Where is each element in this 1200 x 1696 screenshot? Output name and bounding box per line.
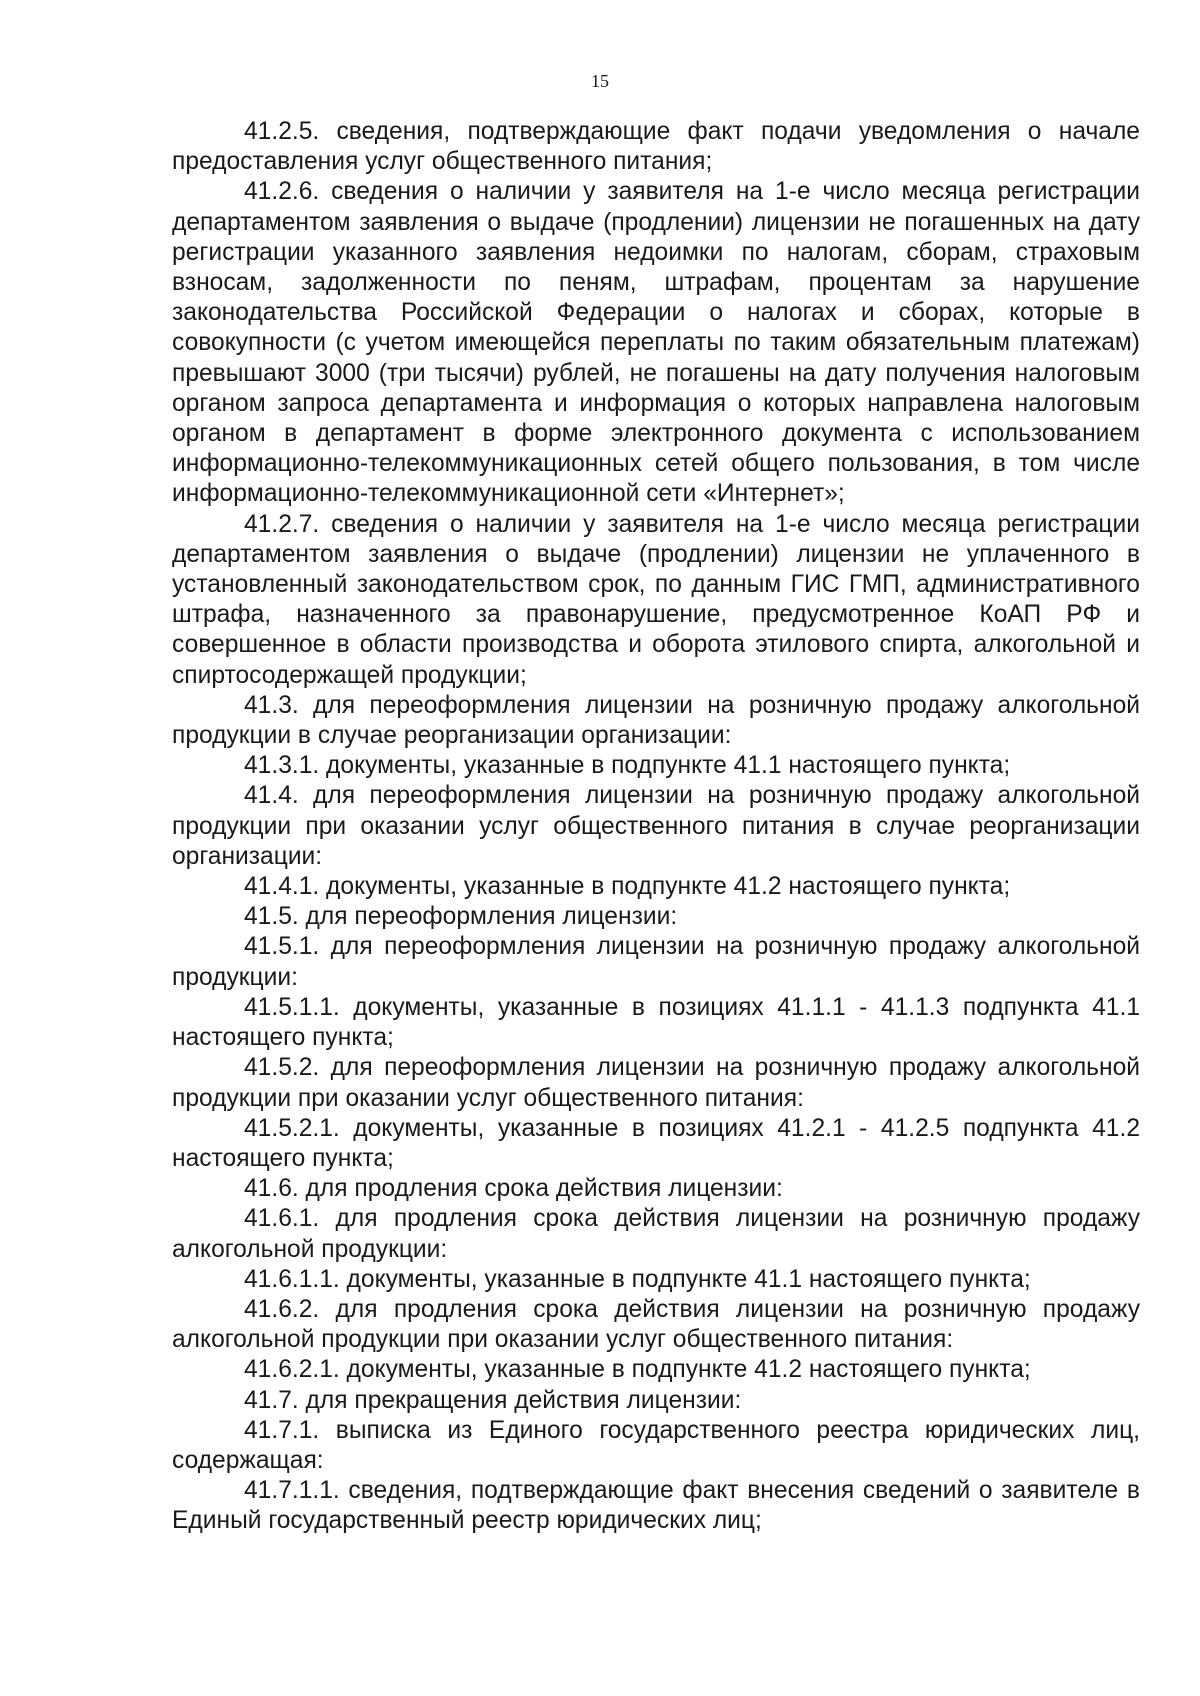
paragraph-41-4-1: 41.4.1. документы, указанные в подпункте 41.2 настоящего пункта;: [244, 873, 1011, 901]
paragraph-41-5-1: 41.5.1. для переоформления лицензии на розничную продажу алкогольной продукции:: [172, 933, 1140, 991]
paragraph-41-7-1-1: 41.7.1.1. сведения, подтверждающие факт внесения сведений о заявителе в Единый государственный реестр юридических лиц;: [172, 1477, 1140, 1535]
paragraph-41-5: 41.5. для переоформления лицензии:: [244, 903, 678, 931]
paragraph-41-6-2-1: 41.6.2.1. документы, указанные в подпункте 41.2 настоящего пункта;: [244, 1356, 1031, 1384]
paragraph-41-3-1: 41.3.1. документы, указанные в подпункте 41.1 настоящего пункта;: [244, 752, 1011, 780]
paragraph-41-5-2-1: 41.5.2.1. документы, указанные в позициях 41.2.1 - 41.2.5 подпункта 41.2 настоящего пункта;: [172, 1114, 1140, 1172]
paragraph-41-4: 41.4. для переоформления лицензии на розничную продажу алкогольной продукции при оказании услуг общественного питания в случае реорганизации организации:: [172, 782, 1140, 870]
paragraph-41-3: 41.3. для переоформления лицензии на розничную продажу алкогольной продукции в случае реорганизации организации:: [172, 691, 1140, 750]
paragraph-41-6: 41.6. для продления срока действия лицензии:: [244, 1175, 783, 1203]
paragraph-41-5-1-1: 41.5.1.1. документы, указанные в позициях 41.1.1 - 41.1.3 подпункта 41.1 настоящего пункта;: [172, 993, 1140, 1052]
paragraph-41-7: 41.7. для прекращения действия лицензии:: [244, 1386, 742, 1414]
paragraph-41-5-2: 41.5.2. для переоформления лицензии на розничную продажу алкогольной продукции при оказании услуг общественного питания:: [172, 1054, 1140, 1112]
paragraph-41-2-7: 41.2.7. сведения о наличии у заявителя на 1-е число месяца регистрации департаментом заявления о выдаче (продлении) лицензии не уплаченного в установленный законодательством срок, по данным ГИС ГМП, административного штрафа, назначенного за правонарушение, предусмотренное КоАП РФ и совершенное в области производства и оборота этилового спирта, алкогольной и спиртосодержащей продукции;: [172, 510, 1140, 689]
document-body: [172, 117, 1140, 1537]
paragraph-41-7-1: 41.7.1. выписка из Единого государственного реестра юридических лиц, содержащая:: [172, 1416, 1140, 1474]
paragraph-41-6-1-1: 41.6.1.1. документы, указанные в подпункте 41.1 настоящего пункта;: [244, 1265, 1031, 1293]
paragraph-41-6-1: 41.6.1. для продления срока действия лицензии на розничную продажу алкогольной продукции:: [172, 1205, 1140, 1263]
paragraph-41-2-5: 41.2.5. сведения, подтверждающие факт подачи уведомления о начале предоставления услуг общественного питания;: [172, 118, 1140, 176]
paragraph-41-6-2: 41.6.2. для продления срока действия лицензии на розничную продажу алкогольной продукции при оказании услуг общественного питания:: [172, 1295, 1140, 1354]
page-number: 15: [591, 71, 609, 91]
paragraph-41-2-6: 41.2.6. сведения о наличии у заявителя на 1-е число месяца регистрации департаментом заявления о выдаче (продлении) лицензии не погашенных на дату регистрации указанного заявления недоимки по налогам, сборам, страховым взносам, задолженности по пеням, штрафам, процентам за нарушение законодательства Российской Федерации о налогах и сборах, которые в совокупности (с учетом имеющейся переплаты по таким обязательным платежам) превышают 3000 (три тысячи) рублей, не погашены на дату получения налоговым органом запроса департамента и информация о которых направлена налоговым органом в департамент в форме электронного документа с использованием информационно-телекоммуникационных сетей общего пользования, в том числе информационно-телекоммуникационной сети «Интернет»;: [172, 178, 1140, 508]
